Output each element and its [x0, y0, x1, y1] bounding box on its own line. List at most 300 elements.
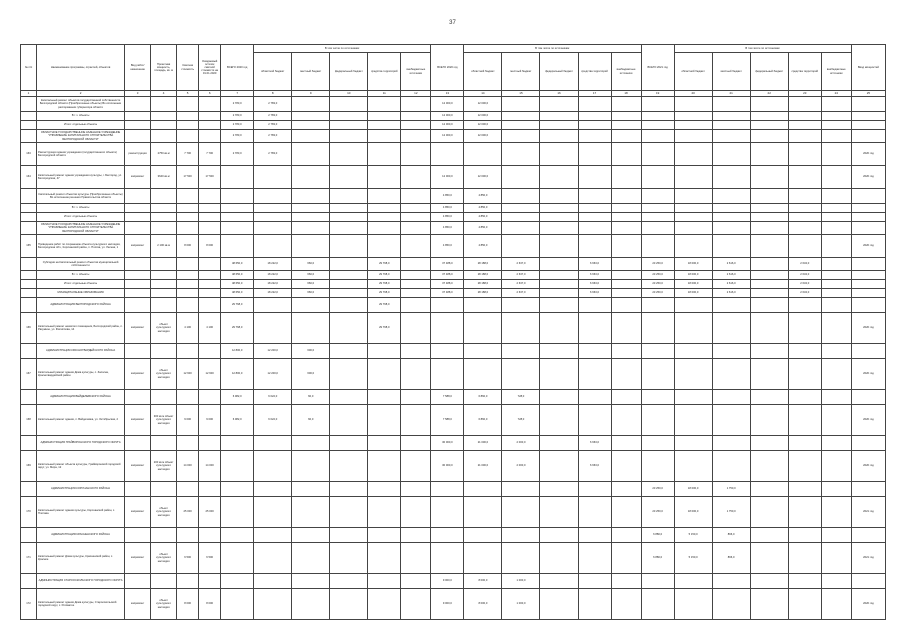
table-cell: [199, 204, 221, 213]
table-cell: 600,0: [292, 359, 330, 390]
table-cell: [292, 204, 330, 213]
table-cell: 2 100 кв.м: [151, 235, 177, 258]
table-cell: [401, 213, 431, 222]
table-cell: [788, 313, 821, 344]
table-cell: [292, 451, 330, 482]
column-number: 8: [254, 91, 292, 97]
table-cell: [540, 166, 578, 189]
table-cell: [177, 390, 199, 405]
table-cell: [177, 213, 199, 222]
table-cell: [151, 298, 177, 313]
table-cell: [611, 574, 641, 589]
table-row: [21, 189, 886, 204]
table-cell: [292, 97, 330, 112]
table-cell: [821, 271, 851, 280]
table-cell: [578, 543, 611, 574]
table-cell: [125, 436, 151, 451]
table-cell: [641, 112, 674, 121]
table-cell: [151, 528, 177, 543]
table-row: [21, 289, 886, 298]
table-cell: 12 200,0: [254, 359, 292, 390]
table-cell: объект культурного наследия: [151, 543, 177, 574]
table-cell: [254, 497, 292, 528]
table-cell: [254, 204, 292, 213]
table-cell: Капитальный ремонт объекта культуры, Грайворонский городской округ, ул. Мира, 12: [37, 451, 125, 482]
table-cell: [125, 213, 151, 222]
table-cell: [368, 213, 401, 222]
table-cell: [674, 451, 712, 482]
table-cell: [330, 436, 368, 451]
table-cell: [368, 436, 401, 451]
table-cell: [788, 359, 821, 390]
table-cell: [292, 143, 330, 166]
table-cell: [674, 213, 712, 222]
table-cell: 6 022,0: [254, 390, 292, 405]
table-cell: [21, 482, 37, 497]
table-cell: Капитальный ремонт объектов культуры (Приобретенные объекты) Во исполнение решения Правительства области: [37, 189, 125, 204]
table-cell: [578, 344, 611, 359]
table-cell: [674, 589, 712, 620]
table-cell: 2020 год: [851, 313, 885, 344]
col-header: Наименование программы, отраслей, объектов: [37, 45, 125, 91]
table-cell: [821, 298, 851, 313]
table-cell: [540, 390, 578, 405]
table-cell: 18 000,0: [674, 280, 712, 289]
table-cell: [540, 130, 578, 143]
table-cell: [578, 235, 611, 258]
page-number: 37: [449, 20, 456, 26]
table-cell: [502, 497, 540, 528]
table-cell: [674, 143, 712, 166]
column-number: 24: [821, 91, 851, 97]
col-header: областной бюджет: [254, 53, 292, 91]
table-cell: [292, 574, 330, 589]
table-cell: 48 650,0: [221, 280, 254, 289]
table-cell: 4 850,0: [464, 213, 502, 222]
table-cell: [540, 482, 578, 497]
table-cell: [177, 121, 199, 130]
table-cell: [368, 166, 401, 189]
table-cell: 6 500: [199, 543, 221, 574]
table-cell: [611, 271, 641, 280]
table-cell: [199, 97, 221, 112]
table-cell: 25 000: [177, 497, 199, 528]
table-cell: 8 000,0: [464, 574, 502, 589]
column-number: 3: [125, 91, 151, 97]
table-cell: [712, 189, 750, 204]
table-cell: 5 150,0: [674, 543, 712, 574]
table-cell: [712, 143, 750, 166]
table-cell: [431, 543, 464, 574]
table-cell: 2 616,0: [712, 289, 750, 298]
table-row: [21, 280, 886, 289]
table-cell: [851, 574, 885, 589]
column-number: 11: [368, 91, 401, 97]
table-cell: капремонт: [125, 543, 151, 574]
table-cell: Капитальный ремонт здания учреждения культуры, г. Белгород, ул. Белгородская, 47: [37, 166, 125, 189]
table-cell: 37 488,0: [431, 289, 464, 298]
table-cell: [788, 189, 821, 204]
table-cell: [21, 344, 37, 359]
table-cell: 163: [21, 143, 37, 166]
table-cell: [578, 574, 611, 589]
table-cell: 12 800,0: [221, 359, 254, 390]
table-cell: 169: [21, 451, 37, 482]
table-cell: [851, 271, 885, 280]
table-cell: [578, 528, 611, 543]
table-cell: 18 000,0: [674, 482, 712, 497]
table-cell: 29 768,0: [368, 289, 401, 298]
col-header: федеральный бюджет: [540, 53, 578, 91]
table-cell: [254, 574, 292, 589]
table-row: [21, 298, 886, 313]
table-row: [21, 222, 886, 235]
table-cell: [788, 543, 821, 574]
table-cell: [221, 497, 254, 528]
table-cell: [125, 289, 151, 298]
table-cell: [578, 97, 611, 112]
table-cell: [401, 97, 431, 112]
table-cell: [712, 235, 750, 258]
table-cell: [851, 204, 885, 213]
table-cell: [502, 543, 540, 574]
table-cell: [199, 482, 221, 497]
table-cell: [368, 112, 401, 121]
table-cell: 12 000,0: [464, 121, 502, 130]
table-cell: 12 000,0: [431, 166, 464, 189]
table-cell: 60,0: [292, 405, 330, 436]
column-number: 2: [37, 91, 125, 97]
table-cell: 30 000,0: [431, 436, 464, 451]
table-cell: [464, 497, 502, 528]
table-cell: [821, 574, 851, 589]
table-cell: [330, 271, 368, 280]
table-cell: АДМИНИСТРАЦИЯ ГРАЙВОРОНСКОГО ГОРОДСКОГО ОКРУГА: [37, 436, 125, 451]
table-cell: 600,0: [292, 344, 330, 359]
table-cell: 12 000,0: [431, 112, 464, 121]
table-cell: ОБЛАСТНОЕ ГОСУДАРСТВЕННОЕ КАЗЕННОЕ УЧРЕЖДЕНИЕ "УПРАВЛЕНИЕ КАПИТАЛЬНОГО СТРОИТЕЛЬСТВА БЕЛГОРОДСКОЙ ОБЛАСТИ": [37, 130, 125, 143]
table-cell: [821, 405, 851, 436]
table-cell: Капитальный ремонт здания Дома культуры, Старооскольский городской округ, с. Роговатое: [37, 589, 125, 620]
table-cell: 728,0: [502, 390, 540, 405]
table-cell: [578, 497, 611, 528]
table-cell: [540, 112, 578, 121]
table-cell: [221, 204, 254, 213]
table-cell: 6 880,0: [641, 528, 674, 543]
table-cell: [292, 130, 330, 143]
table-cell: [221, 528, 254, 543]
table-cell: [151, 121, 177, 130]
table-cell: Реконструкция здания учреждения (государственного объекта) Белгородской области: [37, 143, 125, 166]
table-cell: [611, 482, 641, 497]
table-cell: капремонт: [125, 589, 151, 620]
table-cell: [177, 189, 199, 204]
table-cell: 29 768,0: [368, 298, 401, 313]
table-cell: [330, 189, 368, 204]
table-cell: [502, 222, 540, 235]
table-cell: 48 650,0: [221, 289, 254, 298]
table-cell: [292, 528, 330, 543]
table-row: [21, 130, 886, 143]
table-cell: 2 616,0: [712, 271, 750, 280]
table-cell: [851, 289, 885, 298]
table-row: [21, 213, 886, 222]
table-cell: [125, 528, 151, 543]
table-cell: 4 850,0: [431, 213, 464, 222]
table-cell: [292, 222, 330, 235]
table-cell: 8 000: [177, 589, 199, 620]
table-cell: [292, 166, 330, 189]
column-number: 23: [788, 91, 821, 97]
table-cell: [254, 436, 292, 451]
table-cell: [401, 121, 431, 130]
table-cell: 2 783,0: [254, 143, 292, 166]
column-number: 15: [502, 91, 540, 97]
table-cell: 200 кв.м объект культурного наследия: [151, 451, 177, 482]
table-cell: [151, 130, 177, 143]
table-cell: [674, 166, 712, 189]
table-cell: [21, 271, 37, 280]
table-cell: 2021 год: [851, 543, 885, 574]
table-cell: объект культурного наследия: [151, 313, 177, 344]
table-cell: [750, 359, 788, 390]
table-cell: [464, 344, 502, 359]
table-cell: [292, 497, 330, 528]
column-number: 20: [674, 91, 712, 97]
table-cell: [254, 189, 292, 204]
table-cell: [788, 143, 821, 166]
column-number: 22: [750, 91, 788, 97]
table-cell: [254, 451, 292, 482]
table-cell: 4 850,0: [431, 222, 464, 235]
table-cell: МУНИЦИПАЛЬНЫЕ ОБРАЗОВАНИЯ: [37, 289, 125, 298]
table-cell: [464, 359, 502, 390]
table-cell: [254, 482, 292, 497]
table-cell: [750, 130, 788, 143]
table-cell: 17 500: [199, 166, 221, 189]
column-number: 5: [177, 91, 199, 97]
col-header: местный бюджет: [292, 53, 330, 91]
table-row: [21, 451, 886, 482]
table-cell: капремонт: [125, 235, 151, 258]
group-header: В том числе по источникам:: [254, 45, 431, 53]
table-cell: 6 663,0: [578, 280, 611, 289]
table-cell: [177, 97, 199, 112]
table-cell: [578, 121, 611, 130]
table-cell: [821, 359, 851, 390]
table-cell: Капитальный ремонт здания Дома культуры, с. Засосна, Красногвардейский район: [37, 359, 125, 390]
table-cell: 9 000: [177, 405, 199, 436]
table-cell: [712, 213, 750, 222]
table-cell: [199, 528, 221, 543]
table-cell: [330, 143, 368, 166]
table-cell: 29 768,0: [221, 298, 254, 313]
table-cell: [151, 482, 177, 497]
table-cell: [21, 130, 37, 143]
table-cell: [221, 574, 254, 589]
table-cell: [254, 313, 292, 344]
table-cell: [821, 213, 851, 222]
table-cell: [712, 298, 750, 313]
table-cell: [540, 289, 578, 298]
group-header: В том числе по источникам:: [674, 45, 851, 53]
table-cell: [292, 298, 330, 313]
table-cell: [788, 482, 821, 497]
table-cell: 23 250,0: [641, 280, 674, 289]
table-cell: [821, 528, 851, 543]
table-cell: 4 850,0: [431, 204, 464, 213]
column-number: 6: [199, 91, 221, 97]
table-cell: [611, 222, 641, 235]
table-cell: 300 кв.м объект культурного наследия: [151, 405, 177, 436]
table-cell: 2 783,0: [254, 97, 292, 112]
table-cell: [292, 543, 330, 574]
table-cell: [712, 451, 750, 482]
table-cell: [611, 121, 641, 130]
table-cell: 25 000: [199, 497, 221, 528]
table-cell: [177, 204, 199, 213]
table-cell: [821, 390, 851, 405]
col-header: Проектная мощность, площадь, кв. м: [151, 45, 177, 91]
table-cell: [641, 313, 674, 344]
table-cell: [641, 166, 674, 189]
table-cell: [151, 204, 177, 213]
table-cell: [641, 121, 674, 130]
table-cell: [674, 298, 712, 313]
table-cell: 2020 год: [851, 359, 885, 390]
table-cell: [750, 280, 788, 289]
table-cell: [540, 258, 578, 271]
table-cell: [502, 97, 540, 112]
table-cell: [674, 390, 712, 405]
table-cell: [221, 213, 254, 222]
table-cell: [821, 222, 851, 235]
table-cell: [540, 143, 578, 166]
table-cell: [712, 313, 750, 344]
table-cell: [788, 390, 821, 405]
table-cell: [21, 222, 37, 235]
table-cell: [177, 130, 199, 143]
column-number: 19: [641, 91, 674, 97]
table-cell: [750, 528, 788, 543]
table-cell: [788, 121, 821, 130]
table-cell: 660,0: [292, 289, 330, 298]
table-cell: [540, 97, 578, 112]
table-cell: 8 000: [177, 235, 199, 258]
table-row: [21, 271, 886, 280]
table-cell: [254, 528, 292, 543]
table-body: [21, 97, 886, 620]
group-header: В том числе по источникам:: [464, 45, 641, 53]
table-cell: [464, 482, 502, 497]
table-cell: [330, 497, 368, 528]
table-cell: [641, 359, 674, 390]
table-cell: [199, 344, 221, 359]
table-cell: [788, 97, 821, 112]
table-cell: [712, 390, 750, 405]
table-cell: [821, 121, 851, 130]
table-cell: [330, 451, 368, 482]
table-row: [21, 97, 886, 112]
table-cell: 2020 год: [851, 405, 885, 436]
table-cell: [788, 436, 821, 451]
table-cell: [431, 313, 464, 344]
table-cell: [401, 482, 431, 497]
table-cell: Проведение работ по сохранению объекта культурного наследия, Белгородская обл., Корочанский район, п. Плотва, ул. Лесная, 1: [37, 235, 125, 258]
table-cell: [851, 436, 885, 451]
table-cell: В т.ч. объекты: [37, 271, 125, 280]
table-cell: 37 488,0: [431, 258, 464, 271]
table-cell: [401, 289, 431, 298]
table-cell: [540, 121, 578, 130]
table-cell: [368, 497, 401, 528]
table-cell: [674, 359, 712, 390]
table-cell: 2 783,0: [221, 97, 254, 112]
table-cell: 8 000: [199, 235, 221, 258]
table-cell: [151, 213, 177, 222]
table-cell: [199, 574, 221, 589]
table-cell: [292, 112, 330, 121]
table-cell: [611, 390, 641, 405]
table-cell: 12 800,0: [221, 344, 254, 359]
table-cell: [578, 143, 611, 166]
table-cell: [821, 280, 851, 289]
table-cell: [851, 390, 885, 405]
table-cell: [502, 130, 540, 143]
table-cell: [21, 528, 37, 543]
table-row: [21, 166, 886, 189]
table-cell: [330, 112, 368, 121]
table-cell: [330, 589, 368, 620]
table-cell: [502, 298, 540, 313]
table-row: [21, 143, 886, 166]
table-cell: [540, 222, 578, 235]
table-cell: 167: [21, 359, 37, 390]
table-cell: [540, 574, 578, 589]
table-cell: [177, 482, 199, 497]
table-cell: 866,0: [712, 528, 750, 543]
table-cell: [712, 222, 750, 235]
table-cell: 12 600: [199, 359, 221, 390]
table-cell: 12 000,0: [464, 166, 502, 189]
table-cell: 21 000,0: [464, 451, 502, 482]
table-cell: 9 000,0: [431, 574, 464, 589]
table-cell: 1 750,0: [712, 482, 750, 497]
table-cell: 30 000,0: [431, 451, 464, 482]
table-cell: [578, 390, 611, 405]
table-cell: [821, 166, 851, 189]
table-cell: [712, 121, 750, 130]
table-cell: 728,0: [502, 405, 540, 436]
table-cell: [368, 235, 401, 258]
table-cell: АДМИНИСТРАЦИЯ ВЕЙДЕЛЕВСКОГО РАЙОНА: [37, 390, 125, 405]
table-row: [21, 543, 886, 574]
table-cell: [125, 298, 151, 313]
table-row: [21, 121, 886, 130]
table-cell: [641, 589, 674, 620]
table-cell: [125, 280, 151, 289]
table-cell: [330, 574, 368, 589]
table-cell: [368, 589, 401, 620]
table-cell: [292, 482, 330, 497]
table-cell: [674, 235, 712, 258]
table-cell: [641, 436, 674, 451]
table-cell: 18 000,0: [674, 271, 712, 280]
table-cell: [125, 344, 151, 359]
table-cell: [540, 313, 578, 344]
table-cell: реконструкция: [125, 143, 151, 166]
table-cell: 660,0: [292, 258, 330, 271]
